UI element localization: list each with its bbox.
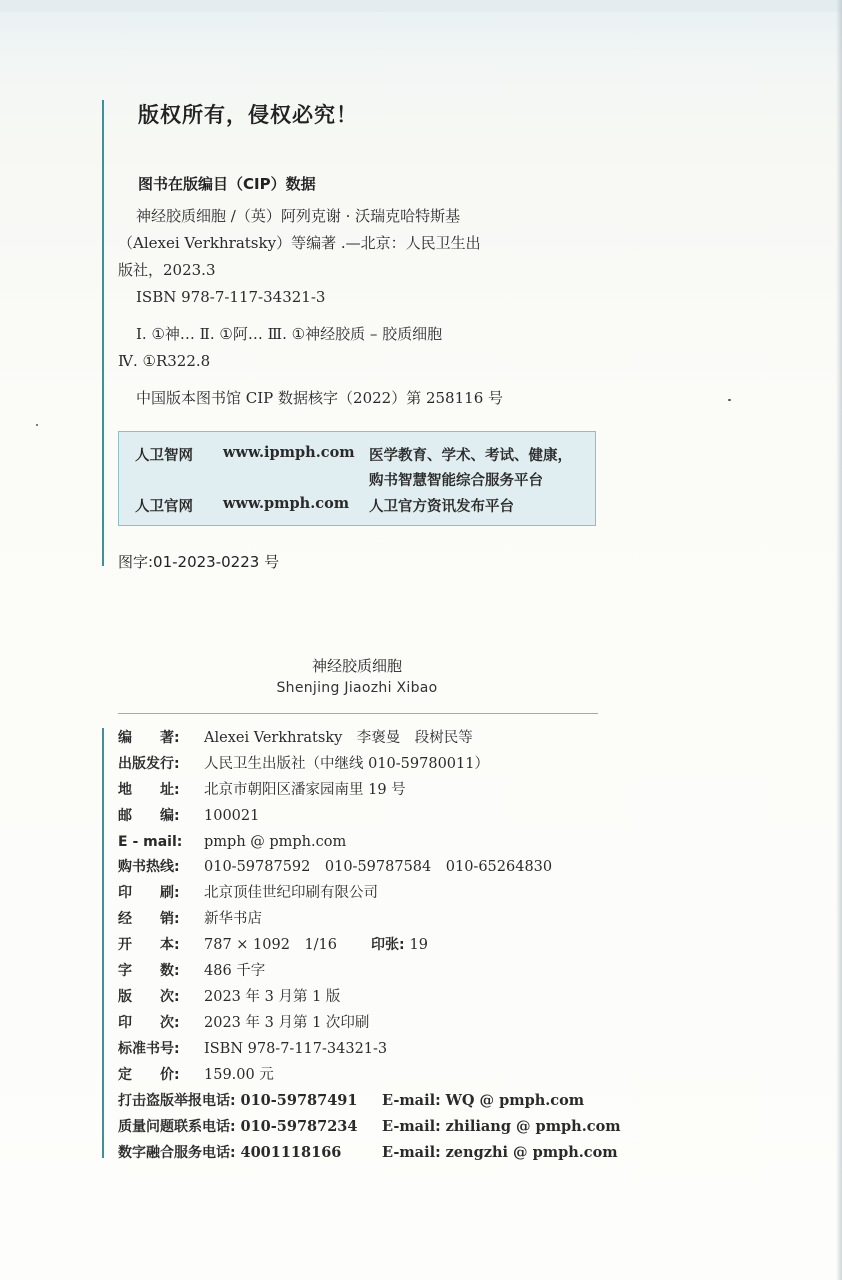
detail-row-price [118, 1063, 618, 1089]
cip-body [118, 203, 598, 412]
cip-line: （Alexei Verkhratsky）等编著 .—北京：人民卫生出 [118, 234, 481, 252]
detail-row-address [118, 778, 618, 804]
contact-label: 数字融合服务电话 [118, 1145, 230, 1162]
detail-row-author [118, 726, 618, 752]
contact-label: 质量问题联系电话 [118, 1119, 230, 1136]
copyright-notice: 版权所有，侵权必究！ [138, 103, 358, 127]
detail-value: 人民卫生出版社（中继线 010-59780011） [204, 755, 489, 772]
detail-value: ISBN 978-7-117-34321-3 [204, 1040, 388, 1057]
detail-value: 2023 年 3 月第 1 次印刷 [204, 1014, 370, 1031]
detail-label: 印 刷: [118, 885, 180, 902]
cip-title: 图书在版编目（CIP）数据 [138, 175, 316, 193]
copyright-registration-number: 图字:01-2023-0223 号 [118, 553, 280, 571]
detail-label: 邮 编: [118, 807, 180, 824]
pmph-website-box [118, 431, 596, 526]
contact-email-label: E-mail [382, 1144, 436, 1162]
detail-row-printing [118, 1011, 618, 1037]
detail-row-distributor [118, 907, 618, 933]
book-title-pinyin: Shenjing Jiaozhi Xibao [276, 680, 438, 696]
detail-label: 地 址: [118, 781, 180, 798]
divider [118, 713, 598, 714]
detail-value: 北京市朝阳区潘家园南里 19 号 [204, 781, 406, 798]
site-description: 购书智慧智能综合服务平台 [369, 473, 543, 489]
detail-value: 2023 年 3 月第 1 版 [204, 988, 341, 1005]
contact-email-label: E-mail [382, 1118, 436, 1136]
detail-label: 购书热线: [118, 859, 180, 876]
detail-value: 159.00 元 [204, 1066, 274, 1083]
cip-classification: Ⅳ. ①R322.8 [118, 352, 211, 370]
site-url[interactable]: www.ipmph.com [223, 444, 355, 461]
detail-value: 787 × 1092 1/16 [204, 937, 338, 954]
detail-value[interactable]: pmph @ pmph.com [204, 833, 347, 850]
book-title: 神经胶质细胞 [311, 657, 402, 675]
contact-phone: 4001118166 [240, 1144, 342, 1162]
detail-row-hotline [118, 855, 618, 881]
publication-details [118, 726, 621, 1166]
detail-value: 北京顶佳世纪印刷有限公司 [204, 885, 378, 902]
detail-row-words [118, 959, 618, 985]
left-accent-rule-bottom [102, 728, 104, 1158]
contact-email[interactable]: WQ @ pmph.com [445, 1092, 585, 1110]
cip-isbn: ISBN 978-7-117-34321-3 [136, 288, 326, 306]
contact-email[interactable]: zhiliang @ pmph.com [445, 1118, 621, 1136]
sheets-label: 印张: [371, 937, 410, 954]
contact-row-digital: 数字融合服务电话: 4001118166 E-mail: zengzhi @ pmph.com [118, 1144, 618, 1162]
detail-value: 486 千字 [204, 963, 266, 980]
print-speck [36, 424, 38, 426]
site-url[interactable]: www.pmph.com [223, 495, 350, 512]
cip-line: 版社，2023.3 [118, 261, 216, 279]
detail-label: 印 次: [118, 1014, 180, 1031]
detail-value: 新华书店 [204, 911, 262, 928]
sheets-value: 19 [409, 937, 428, 954]
site-label: 人卫智网 [135, 448, 193, 464]
left-accent-rule-top [102, 100, 104, 566]
detail-label: 字 数: [118, 963, 180, 980]
detail-row-publisher [118, 752, 618, 778]
detail-value: 100021 [204, 807, 260, 824]
detail-label: 出版发行: [118, 755, 180, 772]
detail-label: 编 著: [118, 730, 180, 746]
print-speck [728, 399, 731, 401]
site-description: 人卫官方资讯发布平台 [369, 499, 514, 515]
cip-line: 神经胶质细胞 /（英）阿列克谢 · 沃瑞克哈特斯基 [136, 207, 461, 225]
detail-row-postcode [118, 804, 618, 830]
page-top-band [0, 0, 842, 12]
contact-phone: 010-59787234 [240, 1118, 358, 1136]
contact-phone: 010-59787491 [240, 1092, 358, 1110]
detail-row-isbn [118, 1037, 618, 1063]
detail-label: 开 本: [118, 937, 180, 954]
contact-email-label: E-mail [382, 1092, 436, 1110]
contact-email[interactable]: zengzhi @ pmph.com [445, 1144, 618, 1162]
cip-record-number: 中国版本图书馆 CIP 数据核字（2022）第 258116 号 [136, 389, 504, 407]
detail-label: 定 价: [118, 1066, 180, 1083]
site-label: 人卫官网 [135, 499, 193, 515]
page-right-edge [836, 0, 842, 1280]
detail-label: E - mail: [118, 833, 183, 850]
detail-row-format [118, 933, 618, 959]
site-description: 医学教育、学术、考试、健康， [369, 448, 572, 464]
detail-row-printer [118, 881, 618, 907]
contact-label: 打击盗版举报电话 [118, 1093, 230, 1110]
detail-row-edition [118, 985, 618, 1011]
detail-value: 010-59787592 010-59787584 010-65264830 [204, 859, 553, 876]
detail-label: 标准书号: [118, 1040, 180, 1057]
detail-label: 版 次: [118, 988, 180, 1005]
cip-classification: Ⅰ. ①神… Ⅱ. ①阿… Ⅲ. ①神经胶质 – 胶质细胞 [136, 325, 443, 343]
detail-label: 经 销: [118, 911, 180, 928]
contact-row-piracy: 打击盗版举报电话: 010-59787491 E-mail: WQ @ pmph.com [118, 1092, 585, 1110]
detail-row-email [118, 830, 618, 856]
detail-value: Alexei Verkhratsky 李褒曼 段树民等 [204, 730, 473, 746]
contact-row-quality: 质量问题联系电话: 010-59787234 E-mail: zhiliang @ pmph.com [118, 1118, 621, 1136]
